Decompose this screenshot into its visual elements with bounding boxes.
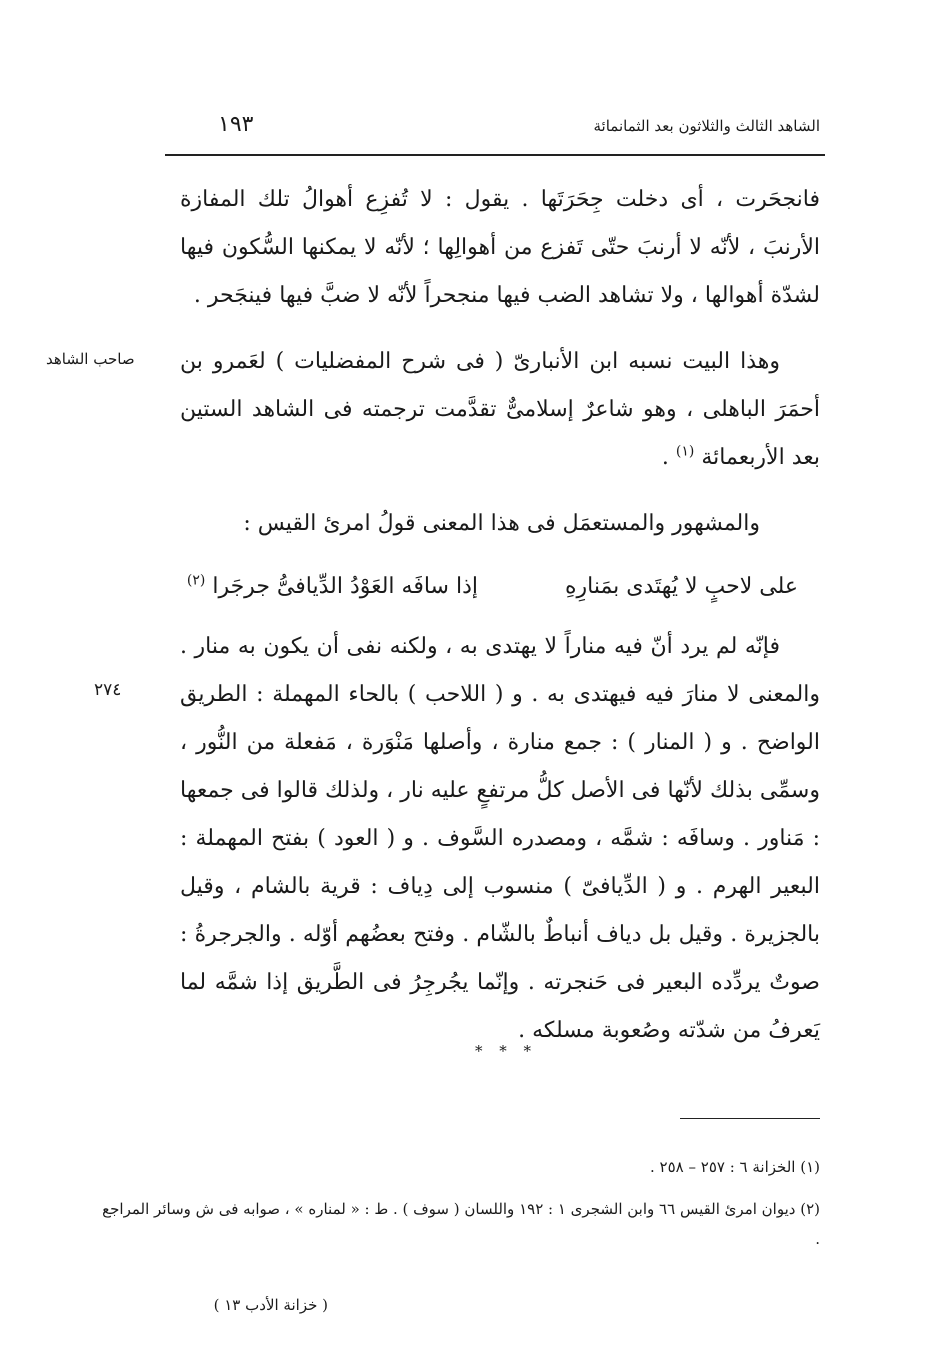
paragraph-4 xyxy=(180,623,820,1055)
footnote-marker-2[interactable]: (٢) xyxy=(186,572,206,589)
paragraph-2 xyxy=(180,338,820,482)
footnote-rule xyxy=(680,1118,820,1119)
poetry-verse xyxy=(178,562,798,612)
paragraph-1 xyxy=(180,176,820,320)
paragraph-2-text xyxy=(180,338,820,482)
running-title: الشاهد الثالث والثلاثون بعد الثمانمائة xyxy=(593,117,820,135)
margin-note-author: صاحب الشاهد xyxy=(46,350,135,368)
footnotes xyxy=(100,1152,820,1254)
header-rule xyxy=(165,154,825,156)
paragraph-3-text: والمشهور والمستعمَل فى هذا المعنى قولُ امرئ القيس : xyxy=(243,511,760,536)
verse-second-hemistich-text: إذا سافَه العَوْدُ الدِّيافىُّ جرجَرا xyxy=(212,574,478,599)
page-number: ١٩٣ xyxy=(218,112,254,137)
paragraph-3 xyxy=(180,500,820,548)
volume-signature: ( خزانة الأدب ١٣ ) xyxy=(213,1296,328,1314)
margin-reference-number: ٢٧٤ xyxy=(94,680,122,700)
paragraph-1-text: فانجحَرت ، أى دخلت جِحَرَتَها . يقول : لا تُفزِع أهوالُ تلك المفازة الأرنبَ ، لأنّه لا أرنبَ حتّى تَفزع من أهوالِها ؛ لأنّه لا يمكنها السُّكون فيها لشدّة أهوالها ، ولا تشاهد الضب فيها منجحراً لأنّه لا ضبَّ فيها فينجَحر . xyxy=(180,187,820,308)
section-divider: * * * xyxy=(475,1042,538,1060)
footnote-2: (٢) ديوان امرئ القيس ٦٦ وابن الشجرى ١ : ١٩٢ واللسان ( سوف ) . ط : « لمناره » ، صوابه فى ش وسائر المراجع . xyxy=(102,1200,820,1248)
footnote-1: (١) الخزانة ٦ : ٢٥٧ – ٢٥٨ . xyxy=(650,1158,820,1176)
verse-first-hemistich: على لاحبٍ لا يُهتَدى بمَنارِهِ xyxy=(564,574,798,599)
verse-second-hemistich xyxy=(187,562,478,612)
paragraph-2-body: وهذا البيت نسبه ابن الأنبارىّ ( فى شرح المفضليات ) لعَمرو بن أحمَرَ الباهلى ، وهو شاعرٌ إسلامىٌّ تقدَّمت ترجمته فى الشاهد الستين بعد الأربعمائة xyxy=(180,349,820,470)
paragraph-4-text: فإنّه لم يرد أنّ فيه مناراً لا يهتدى به ، ولكنه نفى أن يكون به منار . والمعنى لا منارَ فيه فيهتدى به . و ( اللاحب ) بالحاء المهملة : الطريق الواضح . و ( المنار ) : جمع منارة ، وأصلها مَنْوَرة ، مَفعلة من النُّور ، وسمِّى بذلك لأنّها فى الأصل كلُّ مرتفعٍ عليه نار ، ولذلك قالوا فى جمعها : مَناور . وسافَه : شمَّه ، ومصدره السَّوف . و ( العود ) بفتح المهملة : البعير الهرم . و ( الدِّيافىّ ) منسوب إلى دِياف : قرية بالشام ، وقيل بالجزيرة . وقيل بل دياف أنباطٌ بالشّام . وفتح بعضُهم أوّله . والجرجرةُ : صوتٌ يردِّده البعير فى حَنجرته . وإنّما يجُرجِرُ فى الطَّريق إذا شمَّه لما يَعرفُ من شدّته وصُعوبة مسلكه . xyxy=(180,634,820,1043)
footnote-marker-1[interactable]: (١) xyxy=(675,443,695,460)
paragraph-2-end: . xyxy=(661,445,676,470)
